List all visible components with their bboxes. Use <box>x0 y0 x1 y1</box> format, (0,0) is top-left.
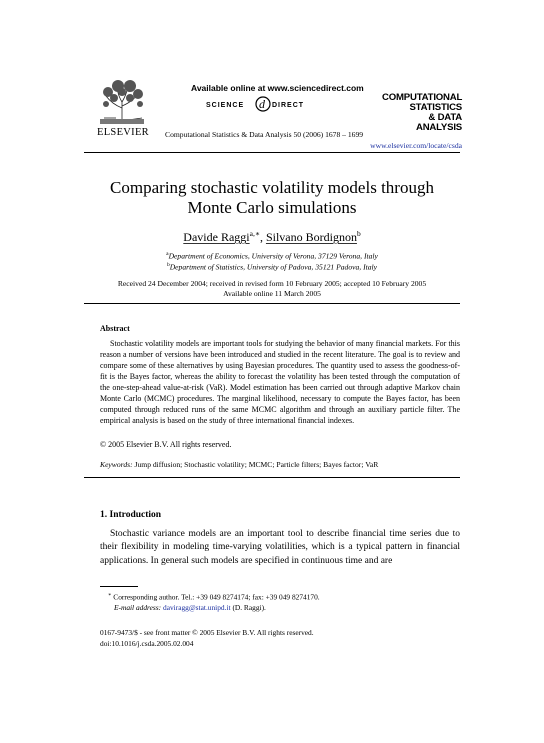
journal-logo-line: STATISTICS <box>409 102 462 113</box>
doi-line[interactable]: doi:10.1016/j.csda.2005.02.004 <box>100 639 194 648</box>
footnote-text: Corresponding author. Tel.: +39 049 8274174; fax: +39 049 8274170. <box>113 592 320 602</box>
abstract-top-rule <box>84 303 460 304</box>
email-link[interactable]: daviragg@stat.unipd.it <box>163 603 231 612</box>
front-matter-info <box>100 627 314 649</box>
author-affil-marker: a,∗ <box>249 229 260 238</box>
received-dates: Received 24 December 2004; received in revised form 10 February 2005; accepted 10 February 2005 <box>117 279 427 288</box>
elsevier-tree-logo <box>98 78 146 126</box>
article-dates <box>84 279 460 299</box>
author-name[interactable]: Davide Raggi <box>183 230 250 244</box>
journal-logo-line: COMPUTATIONAL <box>382 92 463 103</box>
title-line: Comparing stochastic volatility models through <box>110 178 434 197</box>
journal-logo-line: & DATA ANALYSIS <box>415 112 462 133</box>
sciencedirect-logo <box>206 95 316 113</box>
header-rule <box>84 152 460 153</box>
author-affil-marker: b <box>356 229 361 238</box>
affil-marker: b <box>166 262 170 268</box>
available-online-text: Available online at www.sciencedirect.com <box>191 83 364 93</box>
affil-text: Department of Economics, University of Verona, 37129 Verona, Italy <box>168 251 378 261</box>
keywords <box>100 460 460 469</box>
publisher-name: ELSEVIER <box>97 127 149 138</box>
keywords-label: Keywords: <box>100 460 133 469</box>
author-separator: , <box>259 230 266 244</box>
section-heading: 1. Introduction <box>100 510 162 520</box>
corresponding-author-footnote <box>108 592 320 601</box>
abstract-bottom-rule <box>84 477 460 478</box>
footnote-rule <box>100 586 138 587</box>
journal-url-link[interactable]: www.elsevier.com/locate/csda <box>370 141 462 150</box>
affil-text: Department of Statistics, University of Padova, 35121 Padova, Italy <box>169 262 378 272</box>
email-label: E-mail address: <box>114 603 162 612</box>
keywords-list: Jump diffusion; Stochastic volatility; MCMC; Particle filters; Bayes factor; VaR <box>134 460 379 469</box>
footnote-marker: ∗ <box>108 593 112 598</box>
affil-marker: a <box>166 251 169 257</box>
journal-logo <box>382 93 462 133</box>
available-date: Available online 11 March 2005 <box>223 289 321 298</box>
article-title <box>84 178 460 218</box>
author-name[interactable]: Silvano Bordignon <box>265 230 357 244</box>
issn-line: 0167-9473/$ - see front matter © 2005 Elsevier B.V. All rights reserved. <box>100 628 314 637</box>
sd-logo-science: SCIENCE <box>206 102 245 109</box>
svg-text:d: d <box>259 97 265 111</box>
abstract-copyright: © 2005 Elsevier B.V. All rights reserved. <box>100 440 232 449</box>
abstract-heading: Abstract <box>100 324 130 333</box>
affiliation-b <box>84 262 460 272</box>
email-suffix: (D. Raggi). <box>232 603 266 612</box>
abstract-body: Stochastic volatility models are important tools for studying the behavior of many financial markets. For this reason a number of versions have been introduced and studied in the recent literature. The goal is to review and compare some of these alternatives by using Bayesian procedures. The quantity used to assess the goodness-of-fit is the Bayes factor, whereas the ability to forecast the volatility has been tested through the computation of the one-step-ahead value-at-risk (VaR). Model estimation has been carried out through adaptive Markov chain Monte Carlo (MCMC) procedures. The marginal likelihood, necessary to compute the Bayes factor, has been computed through reduced runs of the same MCMC algorithm and through an auxiliary particle filter. The empirical analysis is based on the study of three international financial indexes. <box>100 339 460 425</box>
journal-citation: Computational Statistics & Data Analysis 50 (2006) 1678 – 1699 <box>165 130 364 139</box>
title-line: Monte Carlo simulations <box>187 198 357 217</box>
introduction-body: Stochastic variance models are an important tool to describe financial time series due to their flexibility in modeling time-varying volatilities, which is a typical pattern in financial applications. In general such models are specified in continuous time and are <box>100 529 460 566</box>
email-footnote <box>114 603 266 612</box>
author-list <box>84 229 460 245</box>
affiliation-a <box>84 251 460 261</box>
sd-logo-direct: DIRECT <box>272 102 305 109</box>
